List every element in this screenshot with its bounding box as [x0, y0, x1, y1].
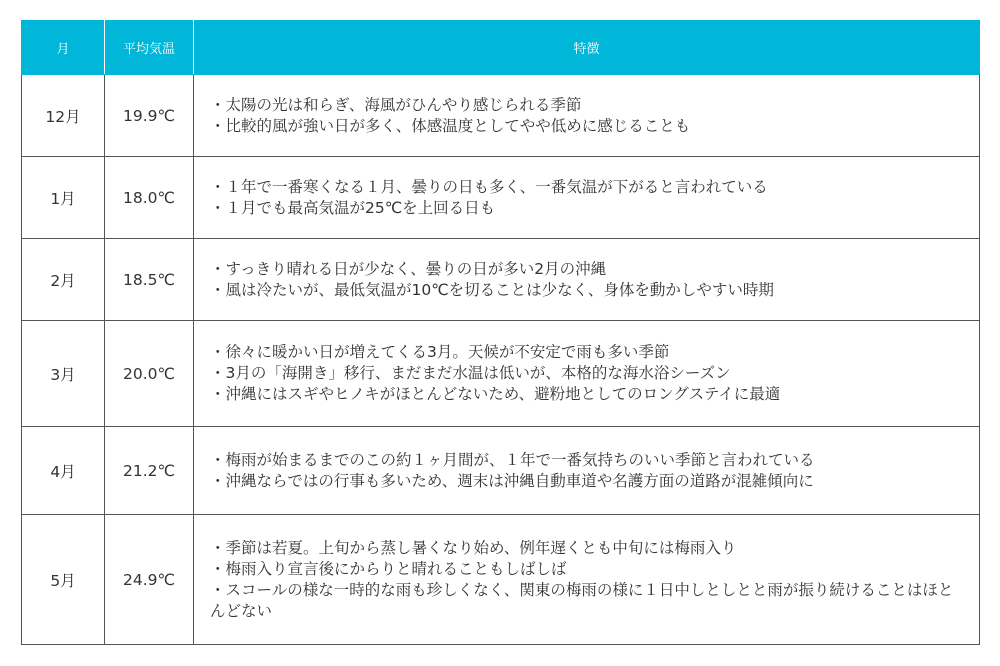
row-avg-temp: 21.2℃ [105, 427, 194, 515]
header-month: 月 [22, 21, 105, 75]
feature-line: ・スコールの様な一時的な雨も珍しくなく、関東の梅雨の様に１日中しとしとと雨が振り続けることはほとんどない [210, 580, 954, 620]
row-avg-temp: 18.5℃ [105, 239, 194, 321]
row-month: 3月 [22, 321, 105, 427]
row-month: 2月 [22, 239, 105, 321]
feature-line: ・太陽の光は和らぎ、海風がひんやり感じられる季節 [210, 95, 582, 114]
table-row [22, 427, 980, 515]
table-header-row [22, 21, 980, 75]
table-row [22, 515, 980, 645]
row-features [194, 515, 980, 645]
feature-line: ・3月の「海開き」移行、まだまだ水温は低いが、本格的な海水浴シーズン [210, 364, 731, 382]
feature-line: ・徐々に暖かい日が増えてくる3月。天候が不安定で雨も多い季節 [210, 343, 670, 361]
climate-table [21, 20, 980, 645]
row-avg-temp: 24.9℃ [105, 515, 194, 645]
header-features: 特徴 [194, 21, 980, 75]
header-avg-temp: 平均気温 [105, 21, 194, 75]
row-avg-temp: 18.0℃ [105, 157, 194, 239]
row-month: 5月 [22, 515, 105, 645]
row-features [194, 427, 980, 515]
row-month: 1月 [22, 157, 105, 239]
row-features [194, 75, 980, 157]
feature-line: ・すっきり晴れる日が少なく、曇りの日が多い2月の沖縄 [210, 259, 607, 278]
table-row [22, 321, 980, 427]
feature-line: ・梅雨入り宣言後にからりと晴れることもしばしば [210, 559, 567, 578]
row-avg-temp: 19.9℃ [105, 75, 194, 157]
table-row [22, 75, 980, 157]
climate-table-container [21, 20, 979, 645]
feature-line: ・沖縄にはスギやヒノキがほとんどないため、避粉地としてのロングステイに最適 [210, 385, 781, 403]
row-avg-temp: 20.0℃ [105, 321, 194, 427]
feature-line: ・季節は若夏。上旬から蒸し暑くなり始め、例年遅くとも中旬には梅雨入り [210, 538, 737, 557]
table-row [22, 157, 980, 239]
row-features [194, 239, 980, 321]
row-features [194, 321, 980, 427]
feature-line: ・１月でも最高気温が25℃を上回る日も [210, 198, 496, 217]
feature-line: ・風は冷たいが、最低気温が10℃を切ることは少なく、身体を動かしやすい時期 [210, 280, 774, 299]
feature-line: ・沖縄ならではの行事も多いため、週末は沖縄自動車道や名護方面の道路が混雑傾向に [210, 471, 814, 490]
row-month: 12月 [22, 75, 105, 157]
table-row [22, 239, 980, 321]
row-features [194, 157, 980, 239]
feature-line: ・１年で一番寒くなる１月、曇りの日も多く、一番気温が下がると言われている [210, 177, 768, 196]
row-month: 4月 [22, 427, 105, 515]
feature-line: ・梅雨が始まるまでのこの約１ヶ月間が、１年で一番気持ちのいい季節と言われている [210, 450, 815, 469]
feature-line: ・比較的風が強い日が多く、体感温度としてやや低めに感じることも [210, 116, 691, 135]
